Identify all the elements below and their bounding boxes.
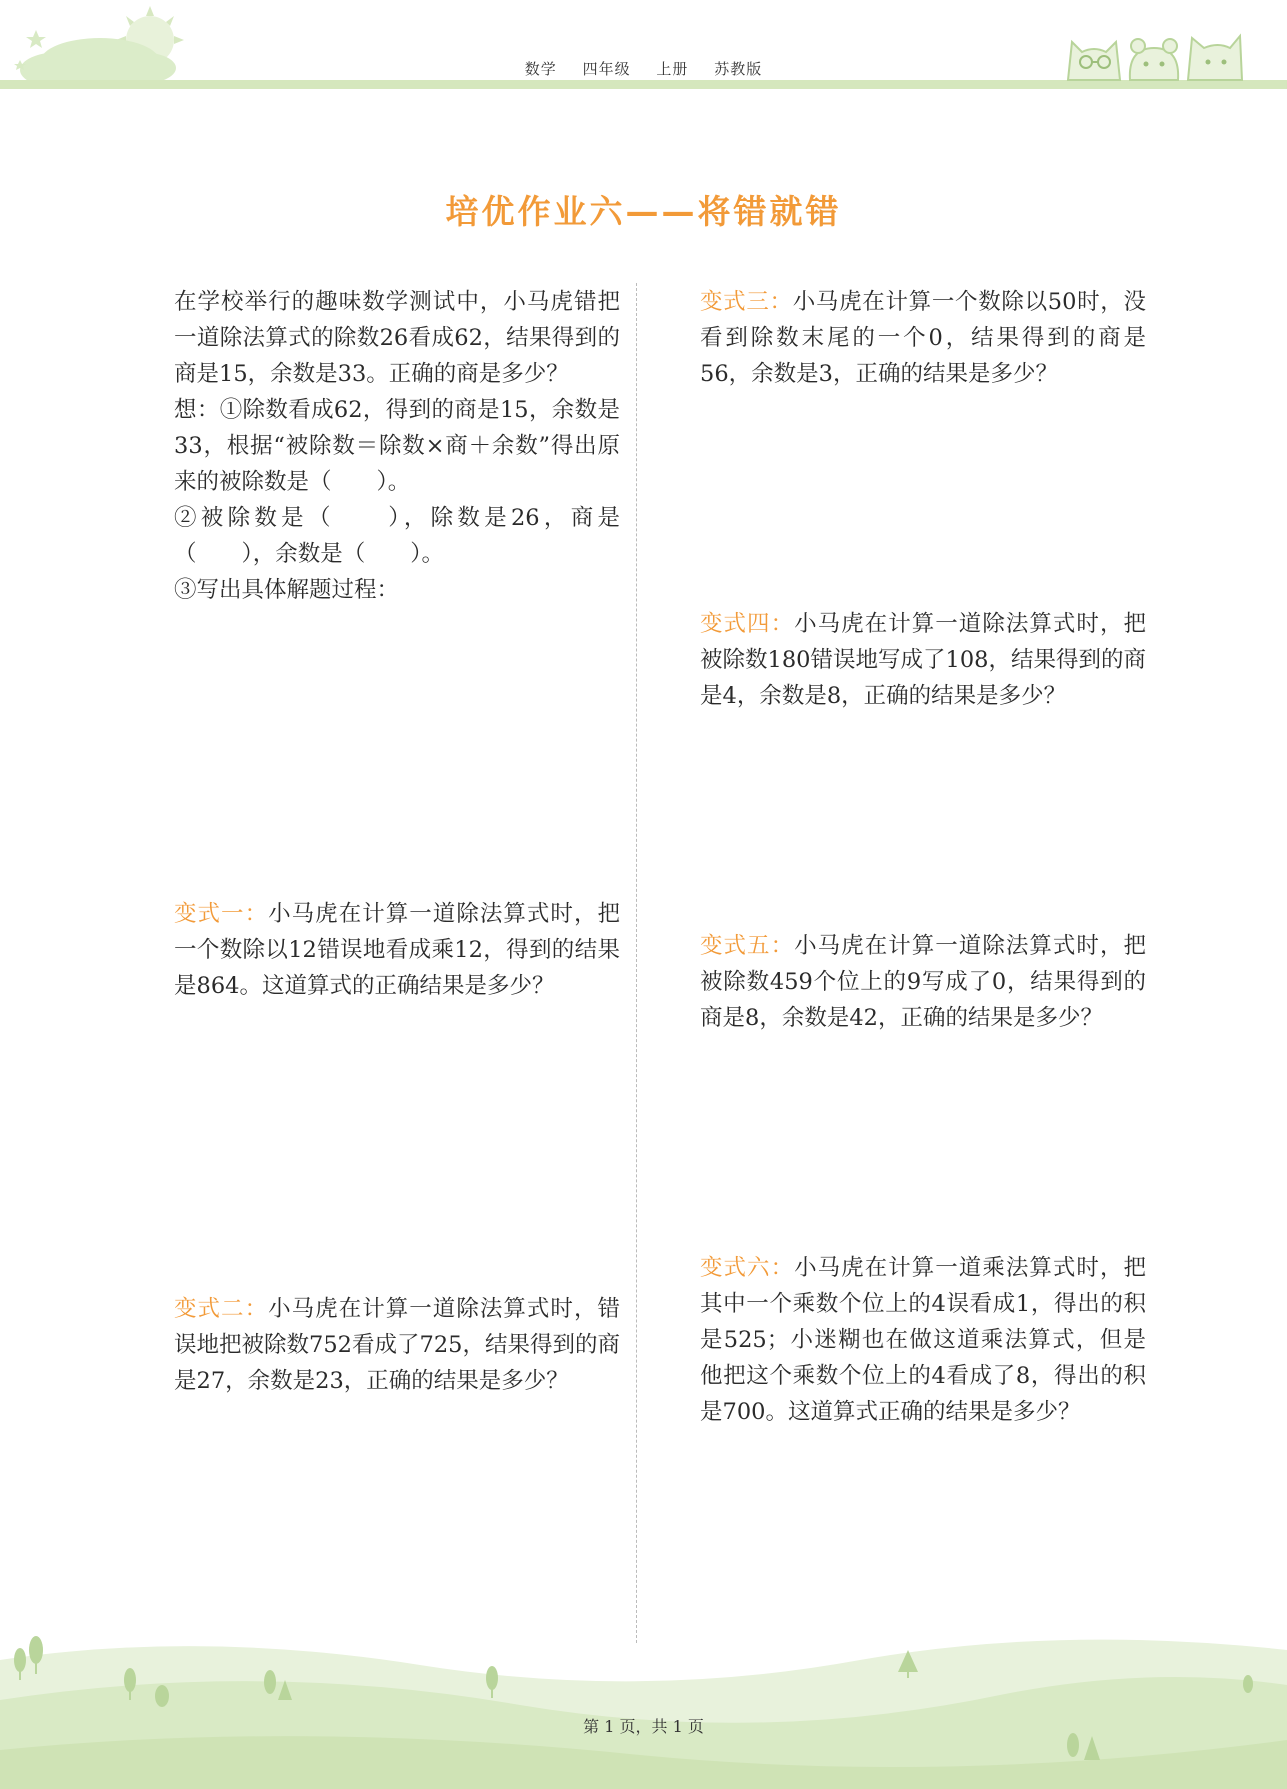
variant-4-text: 小马虎在计算一道除法算式时，把被除数180错误地写成了108，结果得到的商是4，余数是8，正确的结果是多少？ bbox=[700, 611, 1146, 709]
variant-6-text: 小马虎在计算一道乘法算式时，把其中一个乘数个位上的4误看成1，得出的积是525；小迷糊也在做这道乘法算式，但是他把这个乘数个位上的4看成了8，得出的积是700。这道算式正确的结果是多少？ bbox=[700, 1255, 1146, 1425]
cartoon-animals-icon bbox=[1058, 18, 1248, 88]
variant-5-label: 变式五： bbox=[700, 933, 795, 959]
header-grade: 四年级 bbox=[582, 60, 631, 78]
variant-4-label: 变式四： bbox=[700, 611, 795, 637]
variant-2-text: 小马虎在计算一道除法算式时，错误地把被除数752看成了725，结果得到的商是27，余数是23，正确的结果是多少？ bbox=[174, 1296, 620, 1394]
footer-hills-icon bbox=[0, 1620, 1287, 1789]
variant-2-label: 变式二： bbox=[174, 1296, 269, 1322]
main-problem-step-1: 想：①除数看成62，得到的商是15，余数是33，根据“被除数＝除数×商＋余数”得出原来的被除数是（ ）。 bbox=[174, 397, 620, 495]
main-problem bbox=[174, 284, 620, 608]
variant-5-text: 小马虎在计算一道除法算式时，把被除数459个位上的9写成了0，结果得到的商是8，余数是42，正确的结果是多少？ bbox=[700, 933, 1146, 1031]
variant-6 bbox=[700, 1250, 1146, 1430]
worksheet-title: 培优作业六——将错就错 bbox=[445, 192, 842, 231]
variant-1 bbox=[174, 896, 620, 1004]
variant-6-label: 变式六： bbox=[700, 1255, 795, 1281]
variant-4 bbox=[700, 606, 1146, 714]
header-volume: 上册 bbox=[656, 60, 689, 78]
main-problem-question: 在学校举行的趣味数学测试中，小马虎错把一道除法算式的除数26看成62，结果得到的商是15，余数是33。正确的商是多少？ bbox=[174, 289, 620, 387]
header-subject: 数学 bbox=[524, 60, 557, 78]
main-problem-step-2: ②被除数是（ ），除数是26，商是（ ），余数是（ ）。 bbox=[174, 505, 620, 567]
variant-1-label: 变式一： bbox=[174, 901, 269, 927]
header-edition: 苏教版 bbox=[714, 60, 763, 78]
variant-2 bbox=[174, 1291, 620, 1399]
variant-3-label: 变式三： bbox=[700, 289, 793, 315]
page-number: 第 1 页，共 1 页 bbox=[583, 1717, 704, 1736]
column-divider bbox=[636, 283, 637, 1643]
page-header bbox=[0, 0, 1287, 100]
variant-1-text: 小马虎在计算一道除法算式时，把一个数除以12错误地看成乘12，得到的结果是864。这道算式的正确结果是多少？ bbox=[174, 901, 620, 999]
variant-3-text: 小马虎在计算一个数除以50时，没看到除数末尾的一个0，结果得到的商是56，余数是3，正确的结果是多少？ bbox=[700, 289, 1146, 387]
variant-5 bbox=[700, 928, 1146, 1036]
main-problem-step-3: ③写出具体解题过程： bbox=[174, 577, 400, 603]
variant-3 bbox=[700, 284, 1146, 392]
